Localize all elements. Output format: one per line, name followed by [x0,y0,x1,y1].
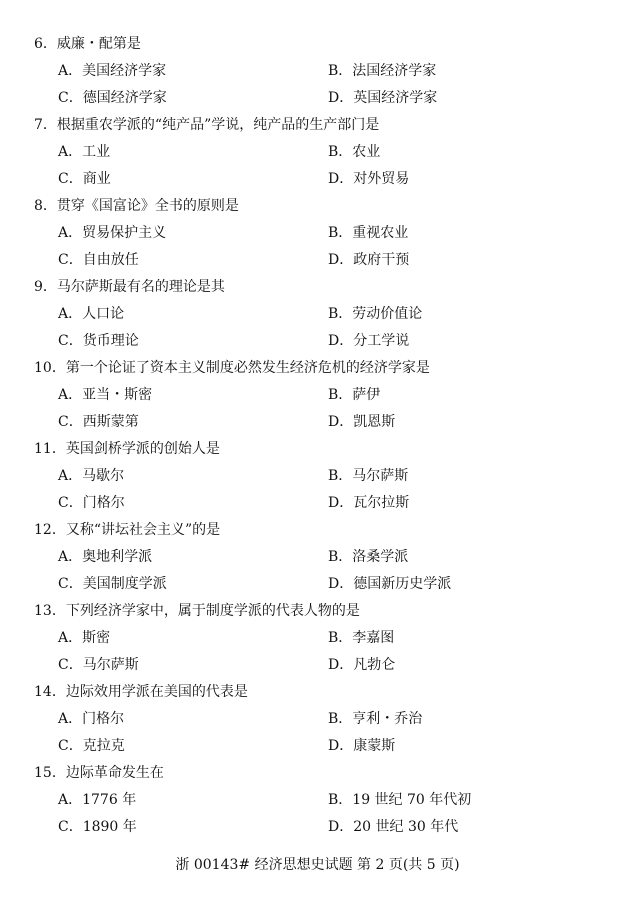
question-7-option-d: D．对外贸易 [328,171,410,187]
page-footer: 浙 00143# 经济思想史试题 第 2 页(共 5 页) [175,857,460,873]
question-9-stem: 9．马尔萨斯最有名的理论是其 [34,279,225,295]
question-10-option-c: C．西斯蒙第 [58,414,139,430]
question-14-option-a: A．门格尔 [58,711,125,727]
question-13-option-c: C．马尔萨斯 [58,657,139,673]
question-6-option-a: A．美国经济学家 [58,63,167,79]
question-14-option-b: B．亨利・乔治 [328,711,423,727]
question-15-option-b: B．19 世纪 70 年代初 [328,792,472,808]
question-6-stem: 6．威廉・配第是 [34,36,141,52]
question-7-option-a: A．工业 [58,144,111,160]
question-11-option-b: B．马尔萨斯 [328,468,409,484]
question-6-option-b: B．法国经济学家 [328,63,437,79]
question-15-option-c: C．1890 年 [58,819,137,835]
question-11-option-d: D．瓦尔拉斯 [328,495,410,511]
question-15-stem: 15．边际革命发生在 [34,765,164,781]
question-13-option-a: A．斯密 [58,630,111,646]
question-8-stem: 8．贯穿《国富论》全书的原则是 [34,198,239,214]
question-6-option-d: D．英国经济学家 [328,90,438,106]
question-7-option-c: C．商业 [58,171,111,187]
question-8-option-c: C．自由放任 [58,252,139,268]
question-9-option-b: B．劳动价值论 [328,306,423,322]
question-7-stem: 7．根据重农学派的“纯产品”学说，纯产品的生产部门是 [34,117,380,133]
question-12-option-b: B．洛桑学派 [328,549,409,565]
question-12-option-d: D．德国新历史学派 [328,576,452,592]
question-15-option-d: D．20 世纪 30 年代 [328,819,459,835]
question-12-option-a: A．奥地利学派 [58,549,153,565]
question-12-option-c: C．美国制度学派 [58,576,167,592]
question-9-option-c: C．货币理论 [58,333,139,349]
question-8-option-d: D．政府干预 [328,252,410,268]
question-6-option-c: C．德国经济学家 [58,90,167,106]
question-14-stem: 14．边际效用学派在美国的代表是 [34,684,248,700]
question-8-option-b: B．重视农业 [328,225,409,241]
question-9-option-a: A．人口论 [58,306,125,322]
question-11-option-c: C．门格尔 [58,495,125,511]
question-10-option-d: D．凯恩斯 [328,414,396,430]
question-11-option-a: A．马歇尔 [58,468,125,484]
question-13-stem: 13．下列经济学家中，属于制度学派的代表人物的是 [34,603,360,619]
question-10-option-b: B．萨伊 [328,387,381,403]
question-13-option-d: D．凡勃仑 [328,657,396,673]
question-15-option-a: A．1776 年 [58,792,137,808]
question-8-option-a: A．贸易保护主义 [58,225,167,241]
question-9-option-d: D．分工学说 [328,333,410,349]
question-12-stem: 12．又称“讲坛社会主义”的是 [34,522,221,538]
question-14-option-d: D．康蒙斯 [328,738,396,754]
question-11-stem: 11．英国剑桥学派的创始人是 [34,441,220,457]
question-7-option-b: B．农业 [328,144,381,160]
question-14-option-c: C．克拉克 [58,738,125,754]
question-13-option-b: B．李嘉图 [328,630,395,646]
question-10-stem: 10．第一个论证了资本主义制度必然发生经济危机的经济学家是 [34,360,430,376]
question-10-option-a: A．亚当・斯密 [58,387,153,403]
